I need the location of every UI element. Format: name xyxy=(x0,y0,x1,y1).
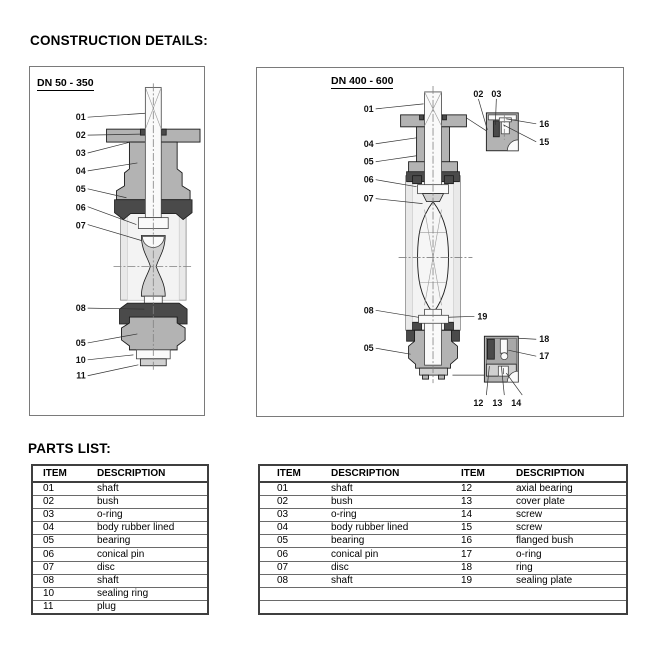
label-18: 18 xyxy=(539,334,550,345)
table-cell: 06 xyxy=(32,548,97,561)
label-08: 08 xyxy=(75,303,86,314)
table-row xyxy=(259,522,627,535)
table-cell: body rubber lined xyxy=(97,522,208,535)
label-08: 08 xyxy=(363,305,374,316)
table-row xyxy=(259,548,627,561)
table-cell: 16 xyxy=(444,535,499,548)
table-row xyxy=(32,561,208,574)
table-cell: 02 xyxy=(32,496,97,509)
detail-view-top xyxy=(466,113,518,151)
table-row xyxy=(32,522,208,535)
label-05b: 05 xyxy=(75,337,86,348)
table-cell: 04 xyxy=(32,522,97,535)
table-cell: conical pin xyxy=(314,548,444,561)
table-cell: o-ring xyxy=(499,548,627,561)
detail-view-bottom xyxy=(452,336,518,382)
label-02: 02 xyxy=(473,88,484,99)
table-row xyxy=(32,574,208,587)
table-cell: 13 xyxy=(444,496,499,509)
table-cell xyxy=(314,600,444,614)
label-14: 14 xyxy=(511,398,522,409)
label-11: 11 xyxy=(76,370,86,381)
column-header: DESCRIPTION xyxy=(97,465,208,482)
label-16: 16 xyxy=(539,118,550,129)
parts-list-title: PARTS LIST: xyxy=(28,441,111,456)
table-cell xyxy=(259,600,314,614)
table-cell: 15 xyxy=(444,522,499,535)
table-row xyxy=(32,535,208,548)
table-cell xyxy=(499,600,627,614)
table-cell: 08 xyxy=(259,574,314,587)
table-row xyxy=(32,482,208,496)
label-03: 03 xyxy=(75,147,86,158)
valve-body-left xyxy=(107,83,200,371)
table-cell: flanged bush xyxy=(499,535,627,548)
table-header-row xyxy=(259,465,627,482)
table-cell: 14 xyxy=(444,509,499,522)
item-labels-left xyxy=(76,112,86,381)
table-cell xyxy=(499,587,627,600)
table-cell: sealing plate xyxy=(499,574,627,587)
table-cell: disc xyxy=(314,561,444,574)
diagram-box-dn50-350 xyxy=(29,66,205,416)
label-12: 12 xyxy=(473,398,484,409)
table-cell xyxy=(444,600,499,614)
table-row xyxy=(259,496,627,509)
table-row xyxy=(259,600,627,614)
label-06: 06 xyxy=(75,202,86,213)
table-cell: 03 xyxy=(259,509,314,522)
label-19: 19 xyxy=(477,311,488,322)
column-header: ITEM xyxy=(444,465,499,482)
label-05: 05 xyxy=(363,156,374,167)
table-row xyxy=(32,600,208,614)
table-cell: bush xyxy=(314,496,444,509)
table-cell: 07 xyxy=(259,561,314,574)
label-13: 13 xyxy=(492,398,503,409)
table-cell: disc xyxy=(97,561,208,574)
label-10: 10 xyxy=(75,354,86,365)
table-cell: ring xyxy=(499,561,627,574)
table-cell: bush xyxy=(97,496,208,509)
table-cell: 03 xyxy=(32,509,97,522)
column-header: DESCRIPTION xyxy=(499,465,627,482)
column-header: ITEM xyxy=(259,465,314,482)
table-cell: 04 xyxy=(259,522,314,535)
table-header-row xyxy=(32,465,208,482)
table-row xyxy=(259,509,627,522)
table-cell xyxy=(444,587,499,600)
parts-table-right xyxy=(258,464,628,615)
column-header: ITEM xyxy=(32,465,97,482)
valve-drawing-dn400-600 xyxy=(257,68,623,416)
label-07: 07 xyxy=(75,220,86,231)
table-cell: o-ring xyxy=(97,509,208,522)
table-cell: bearing xyxy=(314,535,444,548)
table-cell: shaft xyxy=(97,482,208,496)
table-cell: screw xyxy=(499,522,627,535)
table-cell: plug xyxy=(97,600,116,612)
table-cell: 06 xyxy=(259,548,314,561)
table-row xyxy=(32,496,208,509)
label-15: 15 xyxy=(539,136,550,147)
table-cell: 05 xyxy=(259,535,314,548)
label-03: 03 xyxy=(491,88,502,99)
label-04: 04 xyxy=(363,138,374,149)
table-cell: 05 xyxy=(32,535,97,548)
label-06: 06 xyxy=(363,174,374,185)
table-cell: 10 xyxy=(32,587,97,600)
label-01: 01 xyxy=(363,103,374,114)
table-row xyxy=(259,574,627,587)
label-05b: 05 xyxy=(363,343,374,354)
table-row xyxy=(259,561,627,574)
label-05: 05 xyxy=(75,183,86,194)
table-cell: cover plate xyxy=(499,496,627,509)
table-cell: 02 xyxy=(259,496,314,509)
table-cell: 01 xyxy=(32,482,97,496)
column-header: DESCRIPTION xyxy=(314,465,444,482)
table-cell: 18 xyxy=(444,561,499,574)
diagram-caption-dn400-600: DN 400 - 600 xyxy=(331,75,394,87)
table-cell: 19 xyxy=(444,574,499,587)
table-cell: shaft xyxy=(314,482,444,496)
diagram-caption-dn50-350: DN 50 - 350 xyxy=(37,77,94,89)
table-cell xyxy=(259,587,314,600)
table-cell: 07 xyxy=(32,561,97,574)
label-04: 04 xyxy=(75,165,86,176)
construction-details-title: CONSTRUCTION DETAILS: xyxy=(30,33,208,48)
table-cell: bearing xyxy=(97,535,208,548)
valve-body-right xyxy=(399,86,473,383)
table-cell: axial bearing xyxy=(499,482,627,496)
table-cell: 11 xyxy=(43,600,54,612)
table-row xyxy=(259,587,627,600)
valve-drawing-dn50-350 xyxy=(30,67,204,415)
table-cell: 17 xyxy=(444,548,499,561)
table-row xyxy=(259,482,627,496)
label-17: 17 xyxy=(539,351,550,362)
table-cell: screw xyxy=(499,509,627,522)
table-row xyxy=(32,587,208,600)
table-cell: 12 xyxy=(444,482,499,496)
table-cell xyxy=(314,587,444,600)
label-07: 07 xyxy=(363,193,374,204)
table-cell: o-ring xyxy=(314,509,444,522)
table-row xyxy=(32,509,208,522)
diagram-box-dn400-600 xyxy=(256,67,624,417)
label-01: 01 xyxy=(75,112,86,123)
table-cell: shaft xyxy=(97,574,208,587)
table-cell: shaft xyxy=(314,574,444,587)
parts-table-left xyxy=(31,464,209,615)
label-02: 02 xyxy=(75,130,86,141)
table-cell: 01 xyxy=(259,482,314,496)
table-cell: conical pin xyxy=(97,548,208,561)
table-cell: 08 xyxy=(32,574,97,587)
table-row xyxy=(259,535,627,548)
table-cell: sealing ring xyxy=(97,587,208,600)
table-row xyxy=(32,548,208,561)
table-cell: body rubber lined xyxy=(314,522,444,535)
